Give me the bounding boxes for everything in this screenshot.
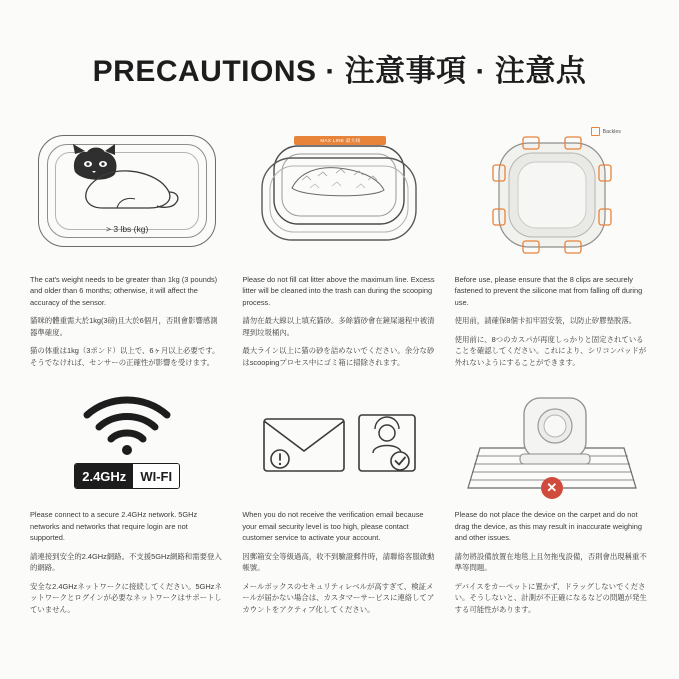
clips-svg [477,121,627,261]
litter-box-svg [248,128,430,254]
card-3-paragraph-cn: 使用前，請確保8個卡扣牢固安裝，以防止矽膠墊脫落。 [454,316,637,326]
card-1-text [30,274,224,375]
card-6-paragraph-jp: デバイスをカーペットに置かず、ドラッグしないでください。そうしないと、計測が不正確になるなどの問題が発生する可能性があります。 [454,581,647,614]
card-4-paragraph-en: Please connect to a secure 2.4GHz network. 5GHz networks and networks that require login are not supported. [30,510,198,543]
card-3-paragraph-en: Before use, please ensure that the 8 clips are securely fastened to prevent the silicone mat from falling off during use. [454,275,643,307]
card-1-paragraph-jp: 猫の体重は1kg（3ポンド）以上で、6ヶ月以上必要です。そうでなければ、センサーの正確性が影響を受けます。 [30,346,220,367]
cat-weight-illustration [30,116,224,266]
wifi-badge [74,463,180,489]
email-group [260,409,418,475]
carpet-group [462,384,642,500]
card-6-paragraph-cn: 請勿將設備放置在地毯上且勿拖曳設備，否則會出現稱重不準等問題。 [454,551,647,573]
precaution-card-clips [455,116,649,375]
litter-box-outline [248,128,430,254]
card-5-paragraph-en: When you do not receive the verification email because your email security level is too high, please contact customer service to activate your account. [242,510,424,543]
carpet-illustration [455,383,649,501]
card-6-paragraph-en: Please do not place the device on the carpet and do not drag the device, as this may result in inaccurate weighing and other issues. [454,510,642,543]
max-line-label: MAX LINE 最大线 [294,136,386,145]
buckle-swatch-icon [591,127,600,136]
page-title: PRECAUTIONS · 注意事項 · 注意点 [92,55,587,88]
card-1-paragraph-en: The cat's weight needs to be greater than 1kg (3 pounds) and older than 6 months; otherwise, it will affect the accuracy of the sensor. [30,275,218,307]
envelope-alert-icon [260,409,348,475]
card-3-paragraph-jp: 使用前に、8つのカスパが再度しっかりと固定されていることを確認してください。これにより、シリコンパッドが外れないようにすることができます。 [454,334,647,367]
card-4-paragraph-cn: 請連接到安全的2.4GHz網路。不支援5GHz網路和需要登入的網路。 [30,551,222,573]
card-5-paragraph-cn: 因郵箱安全等級過高，收不到驗證郵件時，請聯絡客服啟動帳號。 [242,551,435,573]
weight-threshold-label: > 3 lbs (kg) [106,224,149,234]
card-4-text [30,509,224,622]
card-4-paragraph-jp: 安全な2.4GHzネットワークに接続してください。5GHzネットワークとログインが必要なネットワークはサポートしていません。 [30,581,222,614]
buckle-legend-label: Backles [602,128,621,135]
card-5-paragraph-jp: メールボックスのセキュリティレベルが高すぎて、検証メールが届かない場合は、カスタマーサービスに連絡してアカウントをアクティブ化してください。 [242,581,435,614]
card-2-paragraph-cn: 請勿在最大線以上填充貓砂。多餘貓砂會在鏟屎過程中被清理到垃圾桶內。 [242,316,435,337]
max-line-illustration [242,116,436,266]
prohibited-badge-icon: ✕ [541,477,563,499]
wifi-group [74,395,180,489]
card-3-text [455,274,649,375]
card-1-paragraph-cn: 貓咪的體重需大於1kg(3磅)且大於6個月，否則會影響感測器準確度。 [30,316,218,337]
card-6-text [455,509,649,622]
precaution-card-wifi [30,383,224,622]
buckle-legend [591,127,621,136]
wifi-illustration [30,383,224,501]
card-2-paragraph-jp: 最大ライン以上に猫の砂を詰めないでください。余分な砂はscoopingプロセス中にゴミ箱に掃除されます。 [242,346,435,367]
email-illustration [242,383,436,501]
precaution-card-carpet [455,383,649,622]
precaution-card-email [242,383,436,622]
card-2-text [242,274,436,375]
wifi-badge-label: WI-FI [133,464,179,488]
precaution-card-cat-weight [30,116,224,375]
litter-tray-outline [38,135,216,247]
customer-service-icon [356,409,418,475]
precaution-card-max-line [242,116,436,375]
clips-illustration [455,116,649,266]
card-5-text [242,509,436,622]
cat-icon [57,142,183,214]
clips-box [477,121,627,261]
wifi-badge-ghz: 2.4GHz [75,464,133,488]
precautions-grid [22,116,657,622]
wifi-icon [79,395,175,457]
card-2-paragraph-en: Please do not fill cat litter above the maximum line. Excess litter will be cleaned into the trash can during the scooping process. [242,275,435,307]
